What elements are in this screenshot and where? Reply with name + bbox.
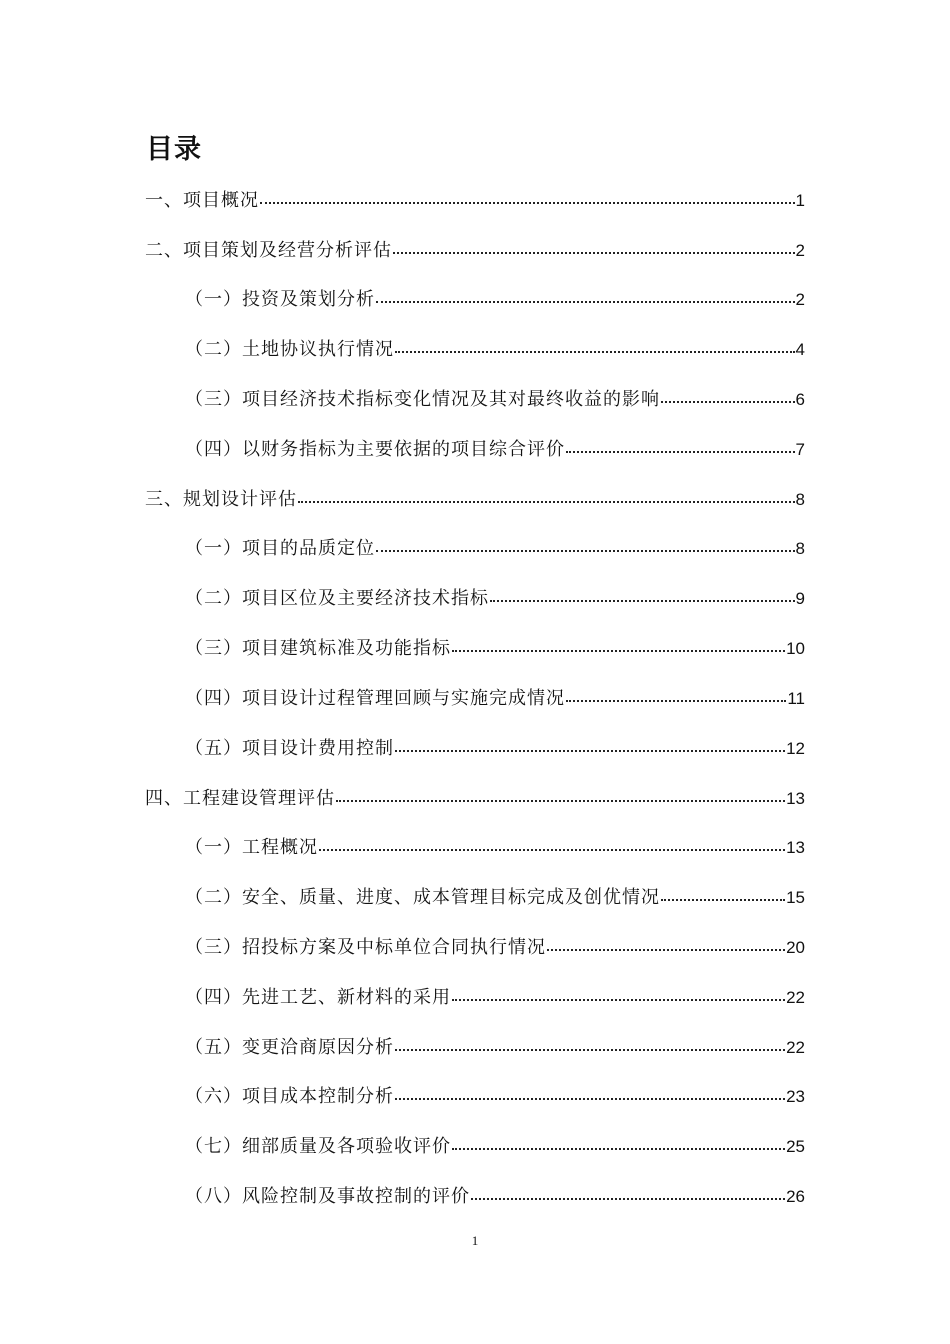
toc-entry-label: （三）项目建筑标准及功能指标 <box>185 638 451 659</box>
toc-entry[interactable] <box>185 883 805 913</box>
toc-leader-dots <box>661 383 795 403</box>
toc-entry-label: （五）变更洽商原因分析 <box>185 1037 394 1058</box>
toc-leader-dots <box>376 532 795 552</box>
toc-entry-page: 23 <box>786 1087 805 1106</box>
toc-entry-page: 13 <box>786 789 805 808</box>
toc-entry[interactable] <box>145 784 805 814</box>
toc-leader-dots <box>260 184 795 204</box>
toc-entry[interactable] <box>185 435 805 465</box>
toc-leader-dots <box>452 632 785 652</box>
toc-leader-dots <box>566 433 795 453</box>
toc-entry-label: （四）先进工艺、新材料的采用 <box>185 987 451 1008</box>
toc-leader-dots <box>376 283 795 303</box>
toc-entry-label: （二）安全、质量、进度、成本管理目标完成及创优情况 <box>185 887 660 908</box>
page-number: 1 <box>471 1233 479 1248</box>
toc-entry[interactable] <box>185 634 805 664</box>
toc-entry[interactable] <box>185 1033 805 1063</box>
toc-entry-label: 四、工程建设管理评估 <box>145 788 335 809</box>
toc-entry-label: 三、规划设计评估 <box>145 489 297 510</box>
toc-entry-label: （一）项目的品质定位 <box>185 538 375 559</box>
toc-entry[interactable] <box>185 833 805 863</box>
toc-entry-page: 22 <box>786 988 805 1007</box>
toc-entry[interactable] <box>185 734 805 764</box>
toc-entry-label: （三）招投标方案及中标单位合同执行情况 <box>185 937 546 958</box>
toc-leader-dots <box>490 582 795 602</box>
toc-entry[interactable] <box>145 485 805 515</box>
toc-leader-dots <box>566 682 786 702</box>
toc-entry-label: 二、项目策划及经营分析评估 <box>145 240 392 261</box>
toc-entry-page: 4 <box>795 340 805 359</box>
toc-entry-page: 20 <box>786 938 805 957</box>
toc-leader-dots <box>547 931 785 951</box>
toc-entry[interactable] <box>185 285 805 315</box>
toc-leader-dots <box>452 1130 785 1150</box>
toc-entry-page: 10 <box>786 639 805 658</box>
toc-entry-label: （一）投资及策划分析 <box>185 289 375 310</box>
toc-entry-page: 25 <box>786 1137 805 1156</box>
toc-entry-page: 11 <box>787 689 805 708</box>
toc-entry-page: 26 <box>786 1187 805 1206</box>
toc-leader-dots <box>395 1031 785 1051</box>
toc-leader-dots <box>395 1080 785 1100</box>
toc-leader-dots <box>661 881 785 901</box>
toc-entry-page: 13 <box>786 838 805 857</box>
toc-entry[interactable] <box>185 933 805 963</box>
toc-entry[interactable] <box>145 236 805 266</box>
toc-entry-page: 6 <box>795 390 805 409</box>
toc-entry-page: 7 <box>795 440 805 459</box>
toc-entry[interactable] <box>185 385 805 415</box>
toc-entry-page: 22 <box>786 1038 805 1057</box>
toc-leader-dots <box>319 831 785 851</box>
toc-leader-dots <box>393 234 795 254</box>
toc-leader-dots <box>471 1180 785 1200</box>
toc-entry[interactable] <box>185 1182 805 1212</box>
toc-entry-label: （二）土地协议执行情况 <box>185 339 394 360</box>
toc-leader-dots <box>452 981 785 1001</box>
toc-entry[interactable] <box>185 534 805 564</box>
toc-entry[interactable] <box>185 1132 805 1162</box>
toc-entry[interactable] <box>185 684 805 714</box>
toc-leader-dots <box>336 782 785 802</box>
toc-entry[interactable] <box>185 335 805 365</box>
toc-entry-page: 9 <box>795 589 805 608</box>
toc-entry-label: （八）风险控制及事故控制的评价 <box>185 1186 470 1207</box>
toc-entry-page: 1 <box>795 191 805 210</box>
toc-entry-label: （一）工程概况 <box>185 837 318 858</box>
toc-leader-dots <box>298 483 795 503</box>
toc-entry-page: 2 <box>795 241 805 260</box>
toc-entry[interactable] <box>185 983 805 1013</box>
toc-entry-label: 一、项目概况 <box>145 190 259 211</box>
toc-entry-label: （四）以财务指标为主要依据的项目综合评价 <box>185 439 565 460</box>
toc-entry-label: （四）项目设计过程管理回顾与实施完成情况 <box>185 688 565 709</box>
toc-leader-dots <box>395 732 785 752</box>
toc-entry[interactable] <box>185 584 805 614</box>
toc-entry-page: 8 <box>795 539 805 558</box>
toc-entry-label: （三）项目经济技术指标变化情况及其对最终收益的影响 <box>185 389 660 410</box>
toc-entry-label: （六）项目成本控制分析 <box>185 1086 394 1107</box>
toc-entry-label: （七）细部质量及各项验收评价 <box>185 1136 451 1157</box>
toc-entry-page: 8 <box>795 490 805 509</box>
toc-title: 目录 <box>146 134 202 165</box>
toc-entry-page: 15 <box>786 888 805 907</box>
toc-leader-dots <box>395 333 795 353</box>
toc-entry-label: （二）项目区位及主要经济技术指标 <box>185 588 489 609</box>
toc-entry-page: 12 <box>786 739 805 758</box>
toc-entry[interactable] <box>185 1082 805 1112</box>
toc-entry[interactable] <box>145 186 805 216</box>
toc-entry-page: 2 <box>795 290 805 309</box>
toc-entry-label: （五）项目设计费用控制 <box>185 738 394 759</box>
